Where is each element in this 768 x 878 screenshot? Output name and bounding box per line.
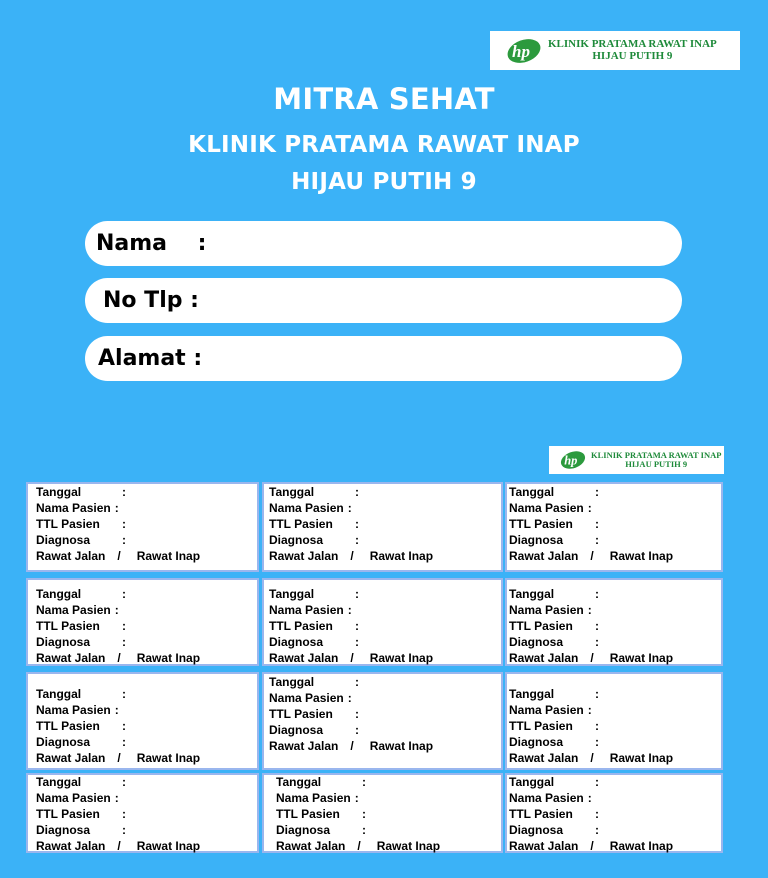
rawat-jalan-option[interactable]: Rawat Jalan [269, 651, 339, 665]
rawat-row [269, 650, 433, 666]
colon: : [595, 587, 599, 601]
colon: : [355, 619, 359, 633]
rawat-inap-option[interactable]: Rawat Inap [136, 751, 201, 765]
patient-card-r4-c1 [26, 773, 259, 853]
tanggal-label: Tanggal [269, 587, 315, 601]
colon: : [595, 485, 599, 499]
tanggal-label: Tanggal [36, 587, 82, 601]
colon: : [122, 635, 126, 649]
rawat-row [509, 650, 673, 666]
tanggal-label: Tanggal [509, 587, 555, 601]
rawat-jalan-option[interactable]: Rawat Jalan [36, 751, 106, 765]
tanggal-label: Tanggal [36, 775, 82, 789]
tanggal-row [36, 686, 200, 702]
nama-pasien-row [509, 602, 673, 618]
tanggal-row [269, 484, 433, 500]
diagnosa-row [36, 634, 200, 650]
colon: : [122, 735, 126, 749]
rawat-row [36, 838, 200, 854]
hp-logo-small-icon [558, 449, 588, 471]
colon: : [587, 703, 592, 717]
ttl-pasien-row [509, 516, 673, 532]
ttl-pasien-row [36, 516, 200, 532]
diagnosa-row [36, 532, 200, 548]
ttl-pasien-label: TTL Pasien [36, 619, 100, 633]
no-tlp-label: No Tlp : [103, 288, 199, 313]
svg-text:hp: hp [512, 41, 530, 61]
colon: : [114, 603, 119, 617]
nama-pasien-label: Nama Pasien [36, 703, 111, 717]
ttl-pasien-label: TTL Pasien [509, 807, 573, 821]
page-subtitle-1: KLINIK PRATAMA RAWAT INAP [188, 132, 580, 158]
tanggal-row [269, 674, 433, 690]
diagnosa-row [509, 822, 673, 838]
patient-card-r2-c2 [262, 578, 503, 666]
ttl-pasien-row [509, 806, 673, 822]
slash-separator: / [117, 549, 121, 563]
rawat-row [509, 838, 673, 854]
diagnosa-label: Diagnosa [509, 735, 564, 749]
tanggal-label: Tanggal [509, 485, 555, 499]
colon: : [122, 619, 126, 633]
colon: : [595, 807, 599, 821]
diagnosa-label: Diagnosa [36, 823, 91, 837]
colon: : [355, 675, 359, 689]
rawat-jalan-option[interactable]: Rawat Jalan [509, 839, 579, 853]
colon: : [347, 603, 352, 617]
rawat-inap-option[interactable]: Rawat Inap [609, 651, 674, 665]
rawat-row [36, 650, 200, 666]
colon: : [122, 587, 126, 601]
colon: : [587, 791, 592, 805]
patient-card-r2-c1 [26, 578, 259, 666]
rawat-inap-option[interactable]: Rawat Inap [609, 839, 674, 853]
rawat-jalan-option[interactable]: Rawat Jalan [36, 651, 106, 665]
colon: : [595, 735, 599, 749]
slash-separator: / [117, 839, 121, 853]
diagnosa-row [509, 532, 673, 548]
alamat-label: Alamat : [98, 346, 203, 371]
colon: : [122, 719, 126, 733]
diagnosa-row [509, 734, 673, 750]
nama-pasien-row [269, 602, 433, 618]
tanggal-row [276, 774, 440, 790]
page-subtitle-2: HIJAU PUTIH 9 [291, 169, 477, 195]
ttl-pasien-label: TTL Pasien [509, 719, 573, 733]
nama-pasien-label: Nama Pasien [276, 791, 351, 805]
hp-logo-icon [504, 36, 544, 66]
patient-card-r4-c3 [505, 773, 723, 853]
ttl-pasien-label: TTL Pasien [269, 619, 333, 633]
diagnosa-label: Diagnosa [269, 533, 324, 547]
ttl-pasien-row [36, 806, 200, 822]
nama-pasien-label: Nama Pasien [269, 501, 344, 515]
slash-separator: / [350, 549, 354, 563]
ttl-pasien-row [36, 718, 200, 734]
diagnosa-row [509, 634, 673, 650]
colon: : [595, 687, 599, 701]
tanggal-label: Tanggal [509, 775, 555, 789]
svg-text:hp: hp [564, 453, 578, 468]
ttl-pasien-label: TTL Pasien [269, 707, 333, 721]
alamat-field[interactable] [85, 336, 682, 381]
colon: : [587, 603, 592, 617]
colon: : [355, 485, 359, 499]
rawat-inap-option[interactable]: Rawat Inap [369, 739, 434, 753]
rawat-jalan-option[interactable]: Rawat Jalan [509, 651, 579, 665]
rawat-row [269, 738, 433, 754]
diagnosa-label: Diagnosa [509, 635, 564, 649]
colon: : [355, 707, 359, 721]
diagnosa-row [269, 634, 433, 650]
ttl-pasien-label: TTL Pasien [509, 619, 573, 633]
tanggal-label: Tanggal [276, 775, 322, 789]
clinic-logo-small [549, 446, 724, 474]
colon: : [114, 791, 119, 805]
rawat-inap-option[interactable]: Rawat Inap [609, 751, 674, 765]
colon: : [122, 823, 126, 837]
rawat-jalan-option[interactable]: Rawat Jalan [269, 549, 339, 563]
slash-separator: / [590, 839, 594, 853]
diagnosa-row [36, 734, 200, 750]
diagnosa-row [269, 532, 433, 548]
tanggal-row [36, 586, 200, 602]
rawat-jalan-option[interactable]: Rawat Jalan [509, 549, 579, 563]
slash-separator: / [117, 751, 121, 765]
diagnosa-label: Diagnosa [509, 823, 564, 837]
diagnosa-row [276, 822, 440, 838]
tanggal-label: Tanggal [509, 687, 555, 701]
tanggal-label: Tanggal [36, 485, 82, 499]
tanggal-row [509, 586, 673, 602]
slash-separator: / [117, 651, 121, 665]
diagnosa-label: Diagnosa [276, 823, 331, 837]
colon: : [355, 635, 359, 649]
nama-pasien-row [36, 702, 200, 718]
rawat-row [36, 750, 200, 766]
ttl-pasien-row [36, 618, 200, 634]
nama-pasien-label: Nama Pasien [269, 691, 344, 705]
logo-small-line-1: KLINIK PRATAMA RAWAT INAP [591, 450, 722, 461]
colon: : [355, 587, 359, 601]
logo-line-2: HIJAU PUTIH 9 [592, 49, 673, 62]
rawat-inap-option[interactable]: Rawat Inap [376, 839, 441, 853]
rawat-jalan-option[interactable]: Rawat Jalan [509, 751, 579, 765]
ttl-pasien-label: TTL Pasien [36, 517, 100, 531]
nama-pasien-label: Nama Pasien [269, 603, 344, 617]
slash-separator: / [590, 651, 594, 665]
ttl-pasien-label: TTL Pasien [36, 719, 100, 733]
colon: : [122, 485, 126, 499]
nama-pasien-row [36, 790, 200, 806]
colon: : [595, 517, 599, 531]
colon: : [114, 703, 119, 717]
ttl-pasien-row [269, 706, 433, 722]
colon: : [362, 807, 366, 821]
rawat-row [509, 750, 673, 766]
patient-card-r1-c3 [505, 482, 723, 572]
colon: : [355, 517, 359, 531]
nama-pasien-label: Nama Pasien [509, 791, 584, 805]
rawat-jalan-option[interactable]: Rawat Jalan [269, 739, 339, 753]
diagnosa-row [269, 722, 433, 738]
rawat-inap-option[interactable]: Rawat Inap [136, 839, 201, 853]
diagnosa-row [36, 822, 200, 838]
colon: : [362, 823, 366, 837]
nama-label: Nama : [96, 231, 207, 256]
ttl-pasien-row [276, 806, 440, 822]
page-title: MITRA SEHAT [273, 82, 495, 116]
nama-field[interactable] [85, 221, 682, 266]
tanggal-row [509, 484, 673, 500]
colon: : [347, 501, 352, 515]
rawat-inap-option[interactable]: Rawat Inap [609, 549, 674, 563]
slash-separator: / [590, 549, 594, 563]
nama-pasien-row [509, 702, 673, 718]
colon: : [355, 533, 359, 547]
nama-pasien-label: Nama Pasien [509, 703, 584, 717]
colon: : [347, 691, 352, 705]
nama-pasien-row [509, 500, 673, 516]
ttl-pasien-row [269, 618, 433, 634]
tanggal-row [509, 686, 673, 702]
rawat-inap-option[interactable]: Rawat Inap [136, 651, 201, 665]
diagnosa-label: Diagnosa [36, 635, 91, 649]
colon: : [587, 501, 592, 515]
tanggal-row [269, 586, 433, 602]
colon: : [362, 775, 366, 789]
ttl-pasien-label: TTL Pasien [509, 517, 573, 531]
ttl-pasien-row [269, 516, 433, 532]
nama-pasien-label: Nama Pasien [509, 501, 584, 515]
slash-separator: / [357, 839, 361, 853]
tanggal-label: Tanggal [269, 675, 315, 689]
colon: : [595, 719, 599, 733]
diagnosa-label: Diagnosa [36, 533, 91, 547]
nama-pasien-row [276, 790, 440, 806]
rawat-row [269, 548, 433, 564]
clinic-logo-top [490, 31, 740, 70]
patient-card-r3-c1 [26, 672, 259, 770]
diagnosa-label: Diagnosa [36, 735, 91, 749]
logo-small-line-2: HIJAU PUTIH 9 [625, 459, 688, 469]
patient-card-r3-c3 [505, 672, 723, 770]
rawat-row [509, 548, 673, 564]
colon: : [122, 517, 126, 531]
logo-line-1: KLINIK PRATAMA RAWAT INAP [548, 37, 717, 50]
ttl-pasien-label: TTL Pasien [269, 517, 333, 531]
ttl-pasien-label: TTL Pasien [276, 807, 340, 821]
rawat-inap-option[interactable]: Rawat Inap [369, 549, 434, 563]
nama-pasien-label: Nama Pasien [36, 791, 111, 805]
slash-separator: / [350, 739, 354, 753]
rawat-jalan-option[interactable]: Rawat Jalan [36, 839, 106, 853]
colon: : [595, 775, 599, 789]
patient-card-r3-c2 [262, 672, 503, 770]
colon: : [595, 533, 599, 547]
tanggal-row [36, 484, 200, 500]
colon: : [122, 807, 126, 821]
diagnosa-label: Diagnosa [269, 635, 324, 649]
rawat-jalan-option[interactable]: Rawat Jalan [276, 839, 346, 853]
no-tlp-field[interactable] [85, 278, 682, 323]
colon: : [122, 775, 126, 789]
nama-pasien-row [36, 500, 200, 516]
colon: : [114, 501, 119, 515]
nama-pasien-row [269, 500, 433, 516]
rawat-row [276, 838, 440, 854]
colon: : [595, 823, 599, 837]
patient-card-r4-c2 [262, 773, 503, 853]
patient-card-r2-c3 [505, 578, 723, 666]
colon: : [595, 635, 599, 649]
colon: : [354, 791, 359, 805]
rawat-inap-option[interactable]: Rawat Inap [136, 549, 201, 563]
tanggal-row [36, 774, 200, 790]
tanggal-label: Tanggal [269, 485, 315, 499]
ttl-pasien-row [509, 718, 673, 734]
ttl-pasien-label: TTL Pasien [36, 807, 100, 821]
slash-separator: / [350, 651, 354, 665]
colon: : [122, 533, 126, 547]
colon: : [595, 619, 599, 633]
nama-pasien-label: Nama Pasien [36, 603, 111, 617]
patient-card-r1-c1 [26, 482, 259, 572]
nama-pasien-label: Nama Pasien [36, 501, 111, 515]
rawat-inap-option[interactable]: Rawat Inap [369, 651, 434, 665]
nama-pasien-row [269, 690, 433, 706]
tanggal-row [509, 774, 673, 790]
colon: : [355, 723, 359, 737]
slash-separator: / [590, 751, 594, 765]
tanggal-label: Tanggal [36, 687, 82, 701]
rawat-jalan-option[interactable]: Rawat Jalan [36, 549, 106, 563]
nama-pasien-row [509, 790, 673, 806]
diagnosa-label: Diagnosa [269, 723, 324, 737]
rawat-row [36, 548, 200, 564]
nama-pasien-label: Nama Pasien [509, 603, 584, 617]
diagnosa-label: Diagnosa [509, 533, 564, 547]
ttl-pasien-row [509, 618, 673, 634]
patient-card-r1-c2 [262, 482, 503, 572]
colon: : [122, 687, 126, 701]
nama-pasien-row [36, 602, 200, 618]
